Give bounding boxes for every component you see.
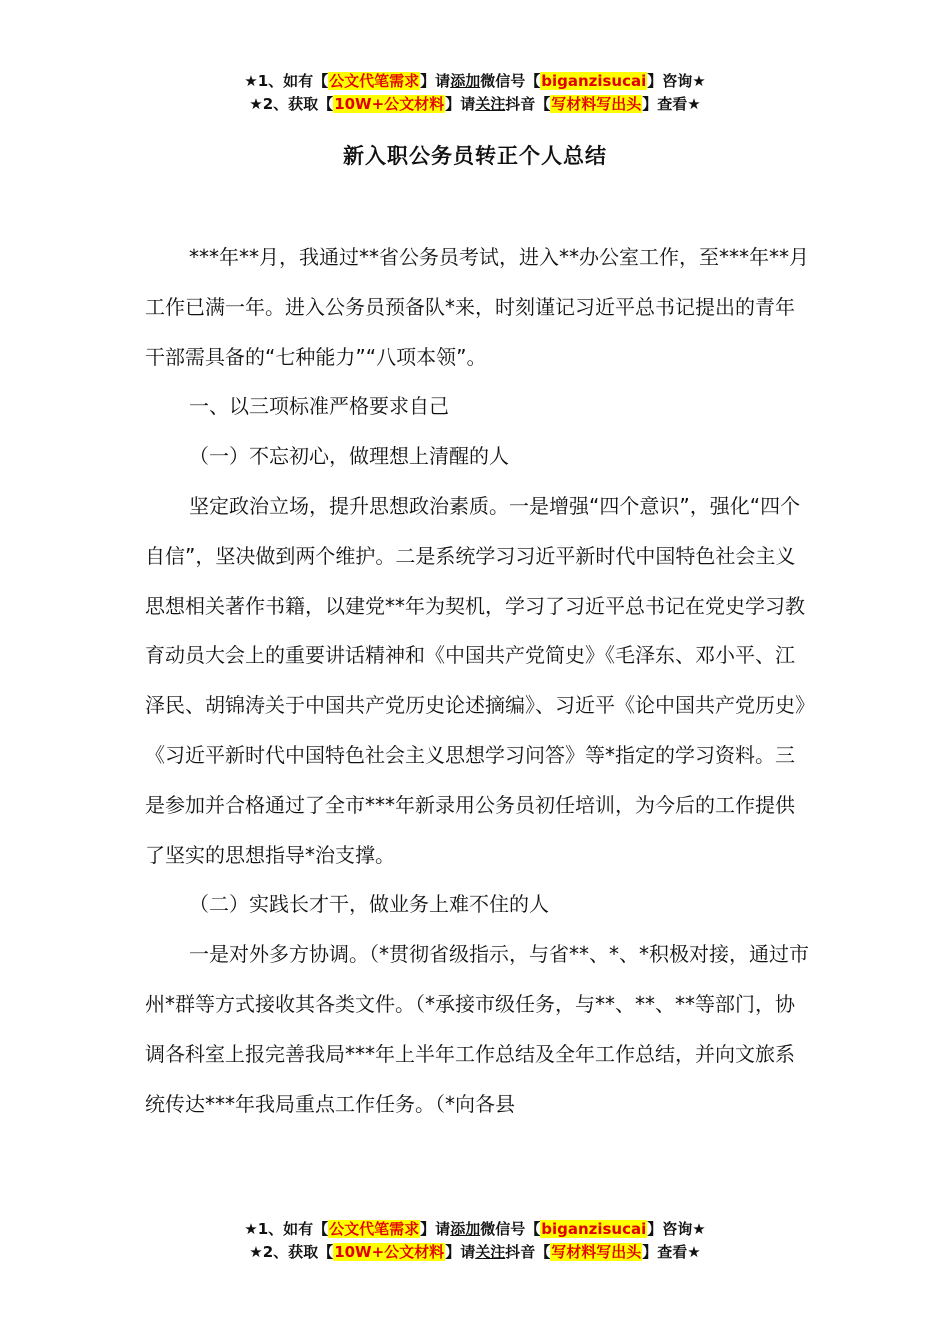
banner-text: ★1、如有【: [244, 72, 329, 90]
document-body: [145, 233, 810, 1129]
banner-underlined: 添加: [450, 72, 481, 90]
banner-line-2: [0, 93, 950, 116]
banner-text: 】咨询★: [647, 72, 706, 90]
banner-text: 抖音【: [505, 1243, 551, 1261]
banner-text: 】请: [420, 72, 451, 90]
banner-highlight: 写材料写出头: [551, 1243, 642, 1261]
footer-banner: [0, 1218, 950, 1264]
paragraph: 一是对外多方协调。（*贯彻省级指示，与省**、*、*积极对接，通过市州*群等方式接收其各类文件。（*承接市级任务，与**、**、**等部门，协调各科室上报完善我局***年上半年工作总结及全年工作总结，并向文旅系统传达***年我局重点工作任务。（*向各县: [145, 942, 809, 1116]
banner-text: 】查看★: [642, 1243, 701, 1261]
banner-highlight: biganzisucai: [541, 1220, 647, 1238]
banner-text: ★1、如有【: [244, 1220, 329, 1238]
banner-highlight: 公文代笔需求: [329, 1220, 420, 1238]
banner-underlined: 关注: [475, 1243, 506, 1261]
banner-text: ★2、获取【: [249, 95, 334, 113]
banner-text: 微信号【: [480, 72, 541, 90]
banner-text: 微信号【: [480, 1220, 541, 1238]
banner-text: 】请: [420, 1220, 451, 1238]
header-banner: [0, 70, 950, 116]
paragraph: ***年**月，我通过**省公务员考试，进入**办公室工作，至***年**月工作已满一年。进入公务员预备队*来，时刻谨记习近平总书记提出的青年干部需具备的“七种能力”“八项本领”。: [145, 245, 809, 369]
banner-highlight: 10W+公文材料: [334, 95, 445, 113]
banner-highlight: 公文代笔需求: [329, 72, 420, 90]
banner-highlight: 写材料写出头: [551, 95, 642, 113]
banner-line-1: [0, 70, 950, 93]
subsection-heading: （二）实践长才干，做业务上难不住的人: [189, 892, 549, 917]
paragraph: 坚定政治立场，提升思想政治素质。一是增强“四个意识”，强化“四个自信”，坚决做到两个维护。二是系统学习习近平新时代中国特色社会主义思想相关著作书籍，以建党**年为契机，学习了习近平总书记在党史学习教育动员大会上的重要讲话精神和《中国共产党简史》《毛泽东、邓小平、江泽民、胡锦涛关于中国共产党历史论述摘编》、习近平《论中国共产党历史》《习近平新时代中国特色社会主义思想学习问答》等*指定的学习资料。三是参加并合格通过了全市***年新录用公务员初任培训，为今后的工作提供了坚实的思想指导*治支撑。: [145, 493, 805, 867]
banner-line-1: [0, 1218, 950, 1241]
document-title: 新入职公务员转正个人总结: [343, 144, 607, 168]
banner-text: ★2、获取【: [249, 1243, 334, 1261]
section-heading: 一、以三项标准严格要求自己: [189, 394, 449, 419]
banner-text: 】请: [445, 95, 476, 113]
banner-text: 】查看★: [642, 95, 701, 113]
banner-text: 】请: [445, 1243, 476, 1261]
banner-text: 】咨询★: [647, 1220, 706, 1238]
banner-underlined: 关注: [475, 95, 506, 113]
banner-line-2: [0, 1241, 950, 1264]
banner-underlined: 添加: [450, 1220, 481, 1238]
banner-highlight: biganzisucai: [541, 72, 647, 90]
banner-highlight: 10W+公文材料: [334, 1243, 445, 1261]
banner-text: 抖音【: [505, 95, 551, 113]
subsection-heading: （一）不忘初心，做理想上清醒的人: [189, 444, 509, 469]
